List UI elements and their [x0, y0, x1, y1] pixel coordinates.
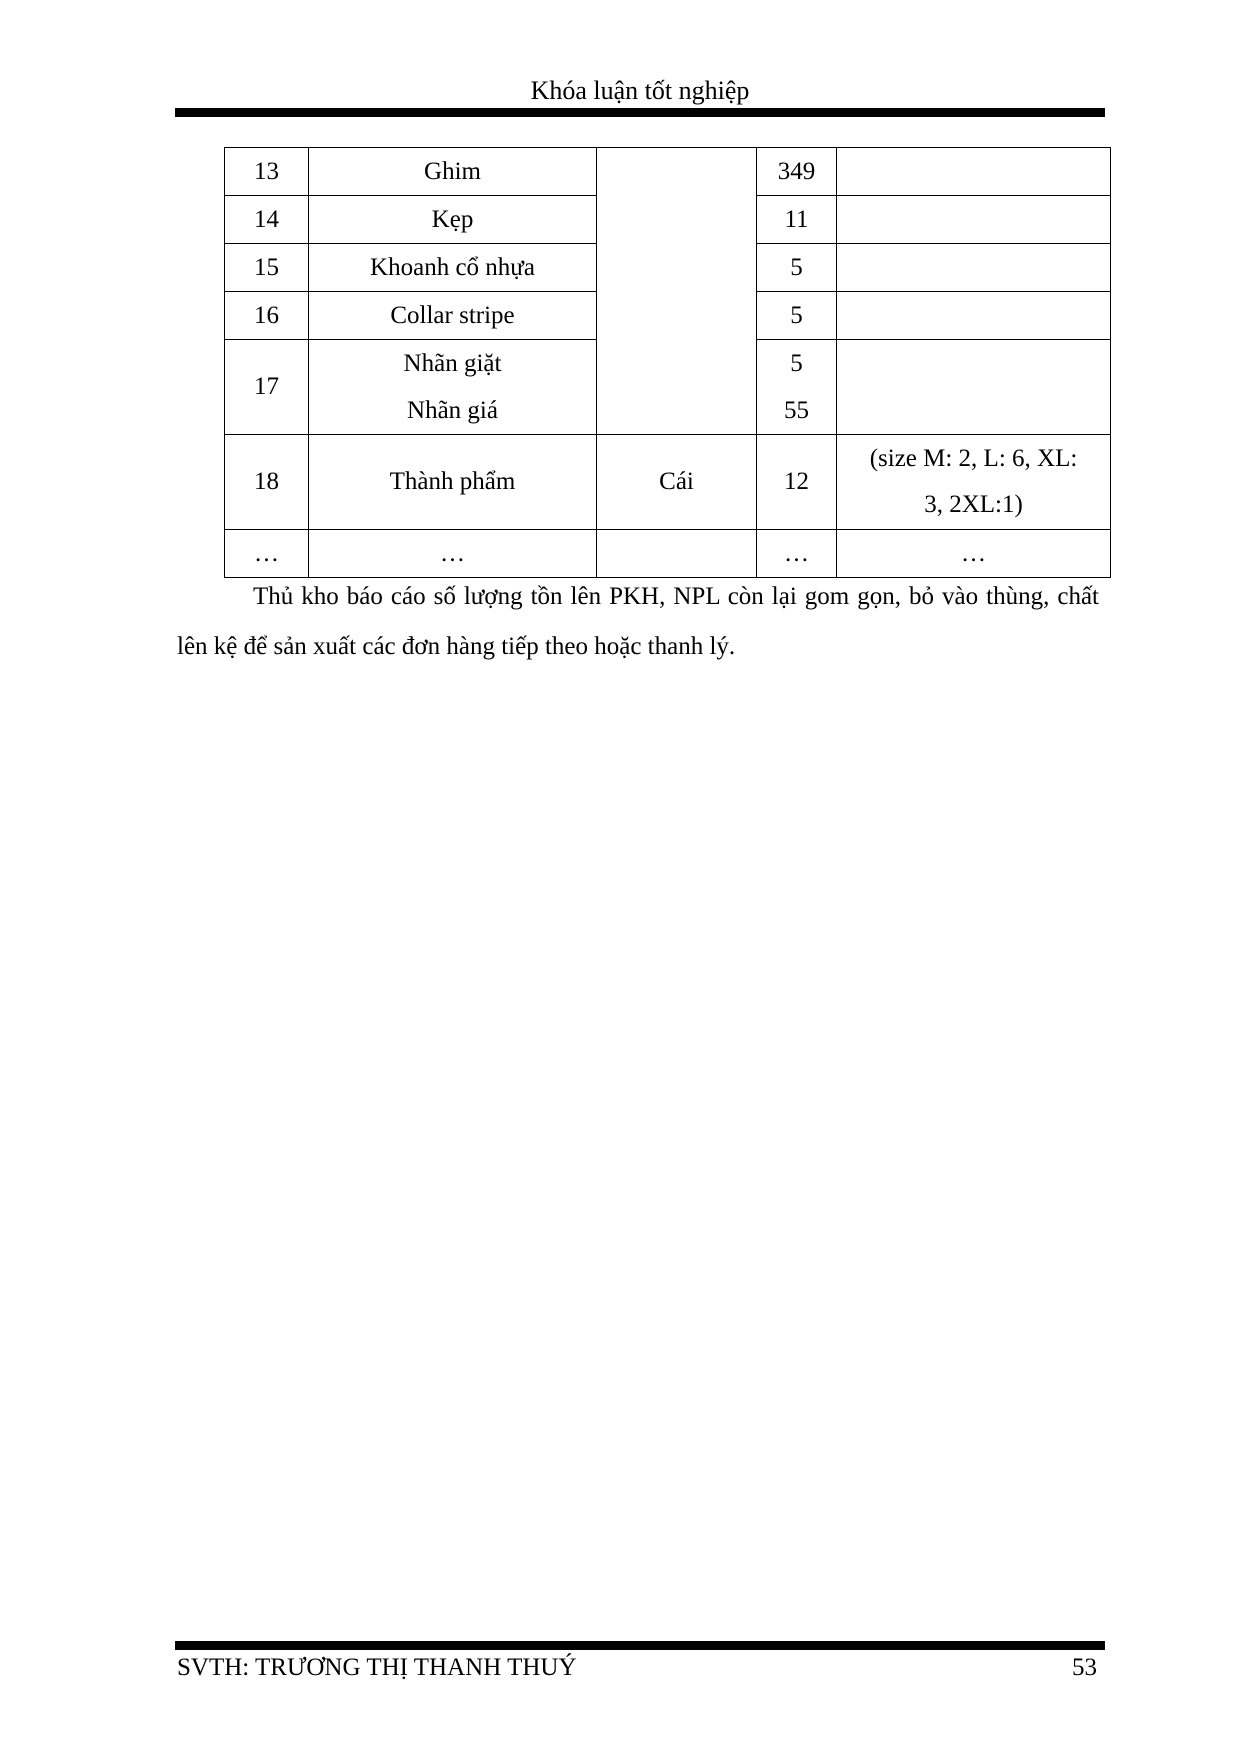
cell-stt: 18 [225, 435, 309, 530]
cell-note [837, 435, 1111, 530]
cell-note: … [837, 530, 1111, 578]
cell-note-line: 3, 2XL:1) [924, 491, 1023, 518]
cell-qty-line: 55 [784, 397, 809, 424]
cell-qty-line: 5 [790, 350, 803, 377]
cell-stt: 13 [225, 148, 309, 196]
page-header-title: Khóa luận tốt nghiệp [530, 76, 750, 105]
cell-name [309, 340, 597, 435]
cell-note [837, 340, 1111, 435]
cell-stt: 16 [225, 292, 309, 340]
table-row [225, 530, 1111, 578]
body-paragraph [177, 572, 1099, 672]
cell-name-line: Nhãn giá [407, 397, 498, 424]
header-rule [175, 108, 1105, 117]
cell-qty: 5 [757, 244, 837, 292]
cell-stt: … [225, 530, 309, 578]
footer-rule [175, 1641, 1105, 1650]
materials-table [224, 147, 1111, 578]
cell-note [837, 292, 1111, 340]
cell-qty: 11 [757, 196, 837, 244]
cell-name: Collar stripe [309, 292, 597, 340]
cell-qty: 349 [757, 148, 837, 196]
cell-stt: 17 [225, 340, 309, 435]
cell-note [837, 196, 1111, 244]
cell-qty [757, 340, 837, 435]
cell-name: Ghim [309, 148, 597, 196]
cell-note-line: (size M: 2, L: 6, XL: [869, 445, 1078, 472]
cell-unit-merged [597, 148, 757, 435]
table-row [225, 435, 1111, 530]
cell-qty: 12 [757, 435, 837, 530]
cell-stt: 14 [225, 196, 309, 244]
table-row [225, 148, 1111, 196]
cell-stt: 15 [225, 244, 309, 292]
cell-qty: 5 [757, 292, 837, 340]
cell-name: Khoanh cổ nhựa [309, 244, 597, 292]
cell-unit [597, 530, 757, 578]
cell-qty: … [757, 530, 837, 578]
footer-author: SVTH: TRƯƠNG THỊ THANH THUÝ [177, 1654, 577, 1681]
cell-name: … [309, 530, 597, 578]
paragraph-text: Thủ kho báo cáo số lượng tồn lên PKH, NPL còn lại gom gọn, bỏ vào thùng, chất lên kệ để sản xuất các đơn hàng tiếp theo hoặc thanh lý. [177, 583, 1099, 660]
cell-note [837, 244, 1111, 292]
cell-name: Thành phẩm [309, 435, 597, 530]
cell-name: Kẹp [309, 196, 597, 244]
cell-note [837, 148, 1111, 196]
page-number: 53 [1072, 1654, 1097, 1681]
cell-unit: Cái [597, 435, 757, 530]
cell-name-line: Nhãn giặt [403, 350, 502, 377]
